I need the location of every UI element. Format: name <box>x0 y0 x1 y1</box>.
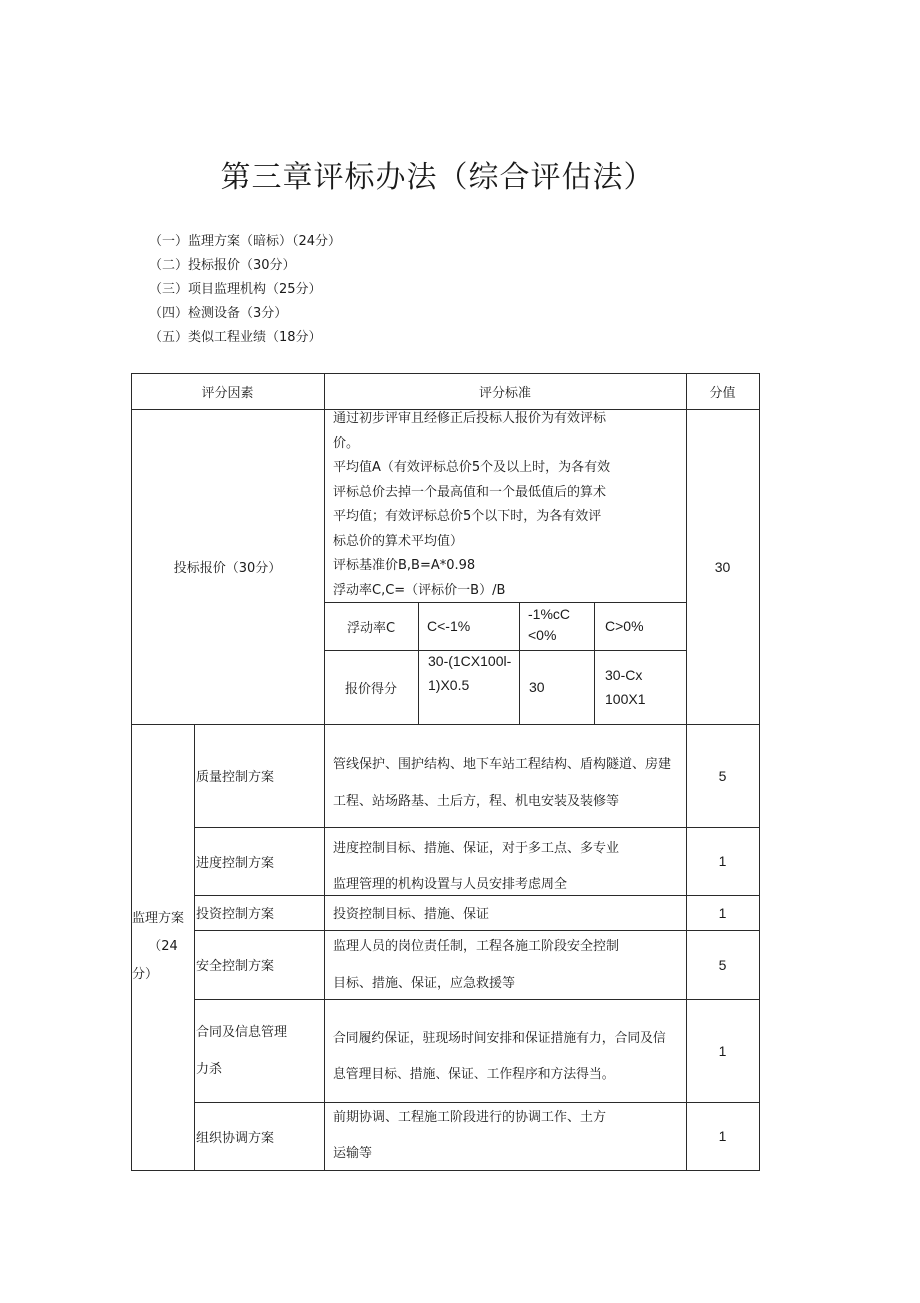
item-safety-score: 5 <box>718 956 727 973</box>
group-label-text: 监理方案 <box>132 911 185 926</box>
page-title: 第三章评标办法（综合评估法） <box>220 160 655 195</box>
item-quality-score: 5 <box>718 767 727 784</box>
item-schedule-criteria <box>333 831 685 903</box>
criteria-line: 通过初步评审且经修正后投标人报价为有效评标 <box>333 411 607 426</box>
outline-item: （二）投标报价（30分） <box>149 258 296 273</box>
item-coordination-score: 1 <box>718 1128 727 1144</box>
item-safety-criteria <box>333 928 685 1002</box>
item-contract-name <box>196 1014 324 1088</box>
header-factor: 评分因素 <box>201 385 254 401</box>
header-score: 分值 <box>709 385 736 401</box>
outline-item: （一）监理方案（暗标）（24分） <box>149 234 342 249</box>
item-investment-name: 投资控制方案 <box>196 907 275 922</box>
subtable-score-high <box>605 663 686 711</box>
criteria-line: 合同履约保证，驻现场时间安排和保证措施有力，合同及信 <box>333 1031 666 1046</box>
subtable-float-rate-label: 浮动率C <box>346 620 396 636</box>
subtable-col <box>594 602 595 724</box>
subtable-text: -1%cC <box>528 606 571 622</box>
item-schedule-score: 1 <box>718 853 727 869</box>
item-coordination-criteria <box>333 1100 685 1172</box>
criteria-line: 标总价的算术平均值） <box>333 533 464 549</box>
subtable-text: 30-Cx <box>605 667 643 683</box>
subtable-score-label: 报价得分 <box>344 681 397 697</box>
criteria-line: 监理人员的岗位责任制，工程各施工阶段安全控制 <box>333 939 620 954</box>
header-standard: 评分标准 <box>478 385 531 401</box>
criteria-line: 浮动率C,C=（评标价一B）/B <box>333 582 506 598</box>
subtable-range-mid <box>528 604 594 646</box>
item-name-text: 合同及信息管理 <box>196 1025 288 1040</box>
group-label-text: 分） <box>132 967 159 982</box>
col-divider <box>324 373 325 1171</box>
supervision-group-label <box>132 905 194 989</box>
outline-item: （四）检测设备（3分） <box>149 306 288 321</box>
bid-price-criteria <box>333 407 683 603</box>
col-divider <box>194 724 195 1171</box>
criteria-line: 前期协调、工程施工阶段进行的协调工作、土方 <box>333 1110 607 1125</box>
subtable-text: 30-(1CX100l- <box>428 653 512 669</box>
group-label-text: （24 <box>148 939 178 954</box>
subtable-text: <0% <box>528 627 557 643</box>
subtable-score-mid: 30 <box>529 679 545 695</box>
criteria-line: 工程、站场路基、土后方，程、机电安装及装修等 <box>333 794 620 809</box>
table-border-right <box>759 373 760 1171</box>
subtable-col <box>519 602 520 724</box>
subtable-range-low: C<-1% <box>427 618 471 634</box>
item-coordination-name: 组织协调方案 <box>196 1130 275 1146</box>
subtable-text: 100X1 <box>605 691 646 707</box>
outline-item: （五）类似工程业绩（18分） <box>149 330 322 345</box>
criteria-line: 目标、措施、保证，应急救援等 <box>333 976 516 991</box>
criteria-line: 价。 <box>333 435 360 451</box>
subtable-range-high: C>0% <box>605 618 644 634</box>
item-name-text: 力杀 <box>196 1062 223 1077</box>
item-contract-score: 1 <box>718 1042 727 1059</box>
item-investment-criteria: 投资控制目标、措施、保证 <box>333 907 490 922</box>
criteria-line: 运输等 <box>333 1146 373 1161</box>
item-investment-score: 1 <box>718 904 727 921</box>
subtable-score-low <box>428 649 519 697</box>
item-quality-name: 质量控制方案 <box>196 770 275 785</box>
item-contract-criteria <box>333 1021 688 1093</box>
criteria-line: 平均值；有效评标总价5个以下时，为各有效评 <box>333 509 602 524</box>
outline-item: （三）项目监理机构（25分） <box>149 282 322 297</box>
subtable-col <box>418 602 419 724</box>
scoring-table <box>131 373 760 1171</box>
bid-price-score: 30 <box>714 558 731 575</box>
criteria-line: 管线保护、围护结构、地下车站工程结构、盾构隧道、房建 <box>333 757 672 772</box>
item-schedule-name: 进度控制方案 <box>196 855 275 871</box>
criteria-line: 息管理目标、措施、保证、工作程序和方法得当。 <box>333 1067 615 1082</box>
criteria-line: 评标总价去掉一个最高值和一个最低值后的算术 <box>333 484 607 500</box>
item-quality-criteria <box>333 746 685 820</box>
criteria-line: 进度控制目标、措施、保证，对于多工点、多专业 <box>333 841 620 856</box>
subtable-text: 1)X0.5 <box>428 677 470 693</box>
criteria-line: 监理管理的机构设置与人员安排考虑周全 <box>333 877 568 892</box>
score-outline <box>149 230 341 350</box>
criteria-line: 评标基准价B,B=A*0.98 <box>333 558 476 573</box>
item-safety-name: 安全控制方案 <box>196 959 275 974</box>
criteria-line: 平均值A（有效评标总价5个及以上时，为各有效 <box>333 460 611 475</box>
bid-price-factor: 投标报价（30分） <box>173 561 282 576</box>
